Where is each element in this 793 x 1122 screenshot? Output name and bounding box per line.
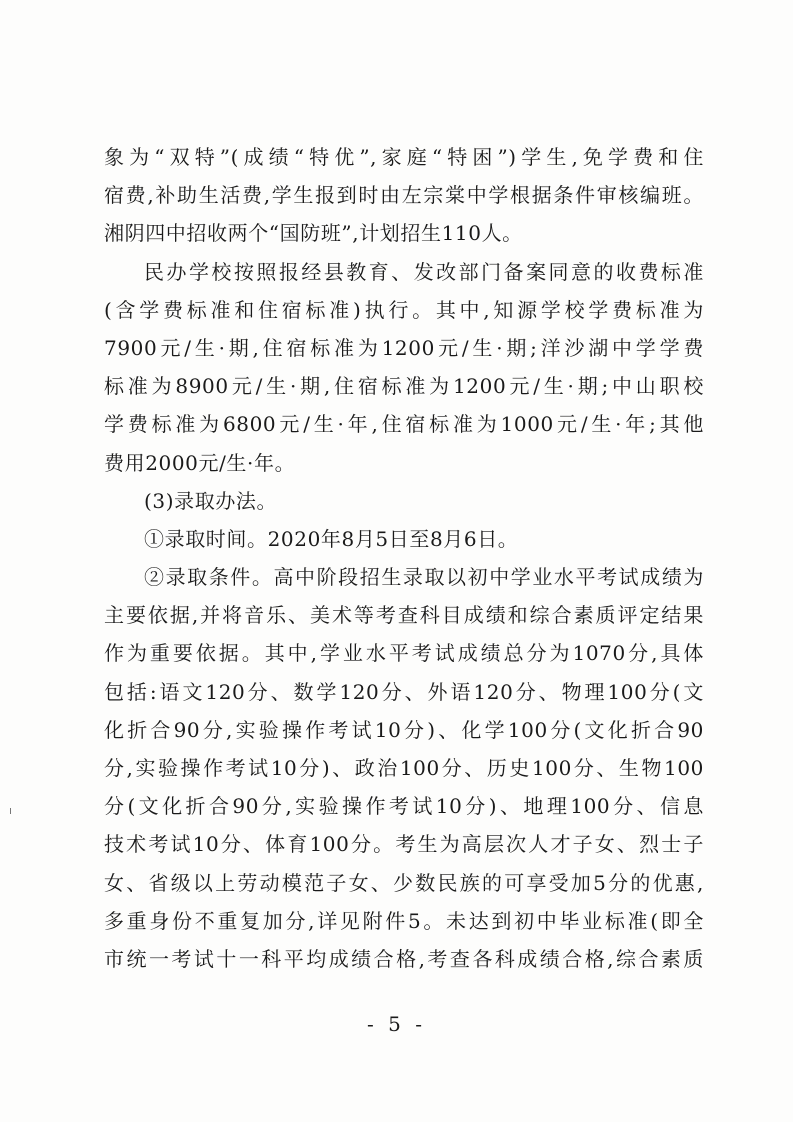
text-line: (含学费标准和住宿标准)执行。其中,知源学校学费标准为 xyxy=(104,297,704,322)
text-line: 标准为8900元/生·期,住宿标准为1200元/生·期;中山职校 xyxy=(104,374,704,399)
scan-margin-mark xyxy=(10,808,11,814)
page-number: - 5 - xyxy=(367,1012,426,1036)
paragraph-start-line: 民办学校按照报经县教育、发改部门备案同意的收费标准 xyxy=(144,259,704,284)
text-line: 7900元/生·期,住宿标准为1200元/生·期;洋沙湖中学学费 xyxy=(104,335,704,360)
text-line: 湘阴四中招收两个“国防班”,计划招生110人。 xyxy=(104,221,523,246)
text-line: 主要依据,并将音乐、美术等考查科目成绩和综合素质评定结果 xyxy=(104,603,704,628)
text-line: 分,实验操作考试10分)、政治100分、历史100分、生物100 xyxy=(104,756,704,780)
text-line: 化折合90分,实验操作考试10分)、化学100分(文化折合90 xyxy=(104,717,704,742)
text-line: 费用2000元/生·年。 xyxy=(104,450,296,475)
text-line: 女、省级以上劳动模范子女、少数民族的可享受加5分的优惠, xyxy=(104,870,704,895)
body-text xyxy=(104,138,704,978)
text-line: 学费标准为6800元/生·年,住宿标准为1000元/生·年;其他 xyxy=(104,412,704,437)
text-line: 技术考试10分、体育100分。考生为高层次人才子女、烈士子 xyxy=(104,832,704,857)
section-heading: (3)录取办法。 xyxy=(144,488,278,513)
text-line: 象为“双特”(成绩“特优”,家庭“特困”)学生,免学费和住 xyxy=(104,145,704,169)
text-line: 市统一考试十一科平均成绩合格,考查各科成绩合格,综合素质 xyxy=(104,946,704,971)
text-line: 包括:语文120分、数学120分、外语120分、物理100分(文 xyxy=(104,679,704,704)
text-line: 宿费,补助生活费,学生报到时由左宗棠中学根据条件审核编班。 xyxy=(104,183,704,208)
paragraph-start-line: ②录取条件。高中阶段招生录取以初中学业水平考试成绩为 xyxy=(144,565,704,590)
text-line: 作为重要依据。其中,学业水平考试成绩总分为1070分,具体 xyxy=(104,641,704,666)
text-line: 分(文化折合90分,实验操作考试10分)、地理100分、信息 xyxy=(104,794,704,819)
text-line: 多重身份不重复加分,详见附件5。未达到初中毕业标准(即全 xyxy=(104,908,704,933)
paragraph-start-line: ①录取时间。2020年8月5日至8月6日。 xyxy=(144,526,519,551)
